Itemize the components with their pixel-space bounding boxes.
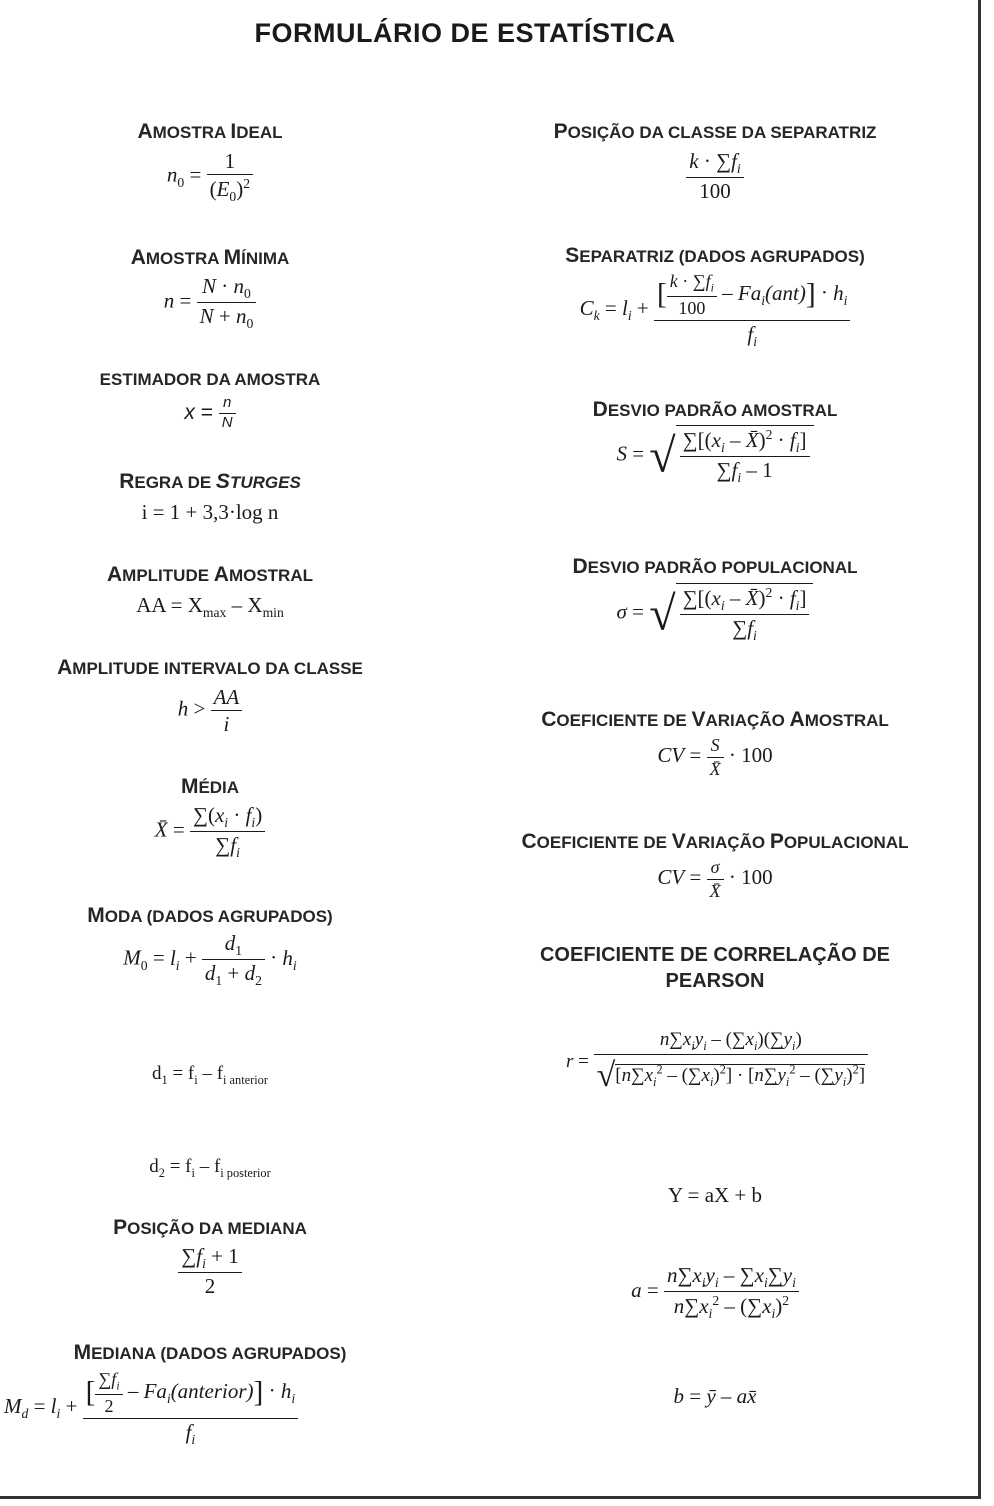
formula-d2: $d_2 = f_i - f_{i posterior}$ [149,1156,271,1180]
formula-desvio-populacional: σ = √ $\frac{\sum[(x_i - X̄)^2 \cdot f_i]}{\sum f_i}$ [470,583,960,645]
formula-moda: $M_0 = l_i$ + $\frac{d_1}{d_1 + d_2}$ · $h_i$ [123,931,297,989]
heading-posicao-mediana: POSIÇÃO DA MEDIANA [113,1216,307,1239]
heading-amplitude-amostral: AMPLITUDE AMOSTRAL [107,563,313,586]
heading-desvio-populacional: DESVIO PADRÃO POPULACIONAL [572,555,858,578]
heading-media: MÉDIA [180,775,240,798]
heading-separatriz: SEPARATRIZ (DADOS AGRUPADOS) [565,244,865,267]
formula-amplitude-intervalo: h > $\frac{AA}{i}$ [60,684,360,738]
heading-desvio-amostral: DESVIO PADRÃO AMOSTRAL [592,398,838,421]
page-title: FORMULÁRIO DE ESTATÍSTICA [254,18,676,48]
formula-coeficiente-a: a = $\frac{n\sum x_iy_i - \sum x_i\sum y_i}{n\sum x_i^2 - (\sum x_i)^2}$ [470,1262,960,1323]
formula-separatriz: $C_k = l_i$ + [ $\frac{k \cdot \sum f_i}{100}$ – $Fa_i(ant)] \cdot h_i$ $f_i$ [470,270,960,350]
heading-amostra-minima: AMOSTRA MÍNIMA [130,246,290,269]
formula-posicao-separatriz: $\frac{k \cdot \sum f_i}{100}$ [470,148,960,205]
heading-pearson: COEFICIENTE DE CORRELAÇÃO DE PEARSON [539,944,891,992]
formula-regressao: Y = aX + b [667,1183,763,1207]
heading-moda: MODA (DADOS AGRUPADOS) [87,904,333,927]
formula-desvio-amostral: S = √ $\frac{\sum[(x_i - X̄)^2 \cdot f_i]}{\sum f_i - 1}$ [470,425,960,487]
formula-amostra-ideal: $n_0$ = $\frac{1}{(E_0)^2}$ [60,148,360,206]
formula-sturges: i = 1 + 3,3·log n [141,500,279,524]
formula-pearson: r = $\frac{n\sum x_iy_i - (\sum x_i)(\sum y_i)}{√[n\sum x_i^2 - (\sum x_i)^2] \cdot [n\sum y_i^2 - (\sum y_i)^2]}$ [462,1028,972,1098]
formula-coeficiente-b: b = ȳ – ax̄ [673,1384,757,1408]
heading-estimador: ESTIMADOR DA AMOSTRA [99,370,321,389]
heading-amplitude-intervalo: AMPLITUDE INTERVALO DA CLASSE [57,656,363,679]
formula-cv-amostral: CV = $\frac{S}{X̄}$ · 100 [657,735,773,779]
formula-mediana: $M_d = l_i$ + [ $\frac{\sum f_i}{2}$ – $Fa_i(anterior)] \cdot h_i$ $f_i$ [4,1368,444,1448]
heading-cv-populacional: COEFICIENTE DE VARIAÇÃO POPULACIONAL [521,830,909,853]
heading-posicao-separatriz: POSIÇÃO DA CLASSE DA SEPARATRIZ [553,120,877,143]
formula-posicao-mediana: $\frac{\sum f_i + 1}{2}$ [60,1243,360,1300]
heading-mediana: MEDIANA (DADOS AGRUPADOS) [73,1341,347,1364]
formula-cv-populacional: CV = $\frac{\sigma}{X̄}$ · 100 [657,857,773,901]
heading-sturges: REGRA DE STURGES [119,470,301,493]
formula-amplitude-amostral: AA = $X_{max} - X_{min}$ [136,593,284,621]
heading-amostra-ideal: AMOSTRA IDEAL [137,120,283,143]
formula-media: X̄ = $\frac{\sum(x_i \cdot f_i)}{\sum f_i}$ [60,802,360,862]
formula-d1: $d_1 = f_i - f_{i anterior}$ [152,1063,268,1087]
formula-estimador: x = $\frac{n}{N}$ [60,394,360,433]
heading-cv-amostral: COEFICIENTE DE VARIAÇÃO AMOSTRAL [541,708,889,731]
formula-amostra-minima: n = $\frac{N \cdot n_0}{N + n_0}$ [60,273,360,333]
